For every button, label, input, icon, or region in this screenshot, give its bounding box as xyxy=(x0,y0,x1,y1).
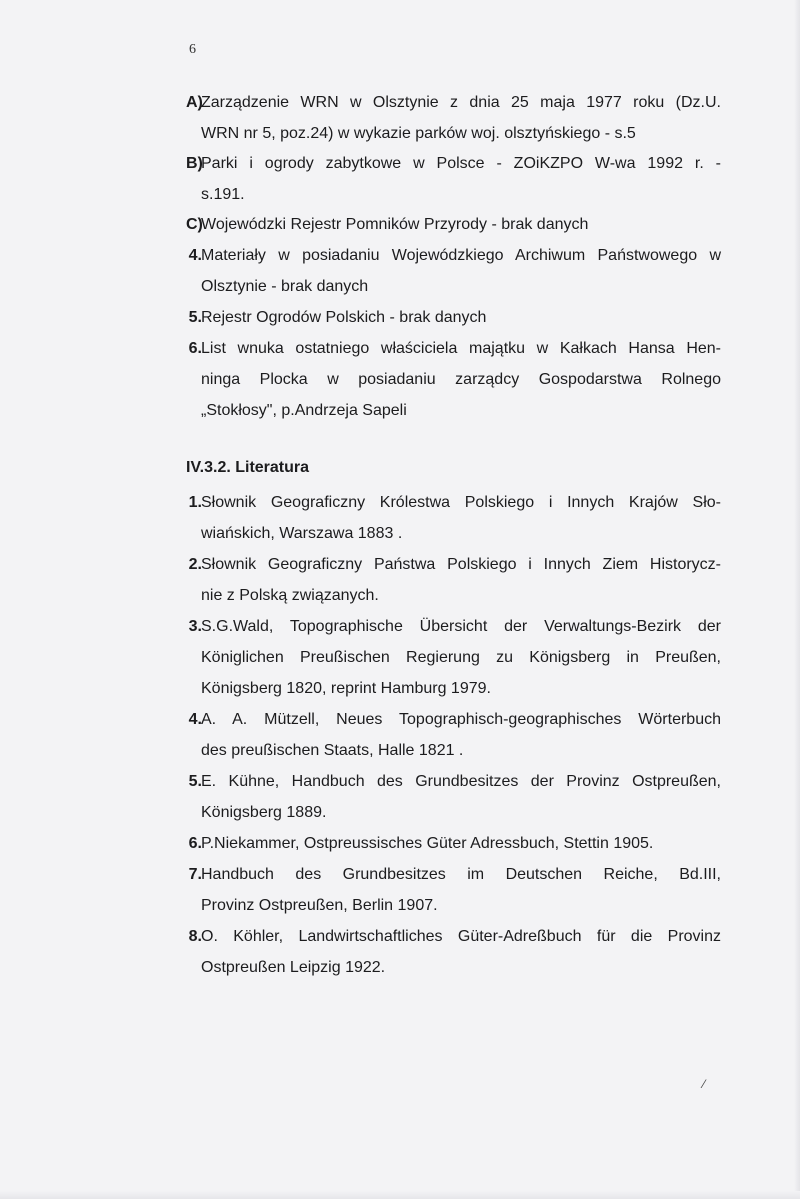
source-marker: C) xyxy=(186,216,203,233)
literature-marker: 8. xyxy=(188,928,202,945)
literature-line: Königlichen Preußischen Regierung zu Königsberg in Preußen, xyxy=(201,649,721,666)
literature-marker: 6. xyxy=(188,835,202,852)
source-marker: 4. xyxy=(188,247,202,264)
literature-marker: 1. xyxy=(188,494,202,511)
literature-line: nie z Polską związanych. xyxy=(201,587,379,604)
literature-line: Słownik Geograficzny Państwa Polskiego i Innych Ziem Historycz- xyxy=(201,556,721,573)
literature-line: P.Niekammer, Ostpreussisches Güter Adressbuch, Stettin 1905. xyxy=(201,835,654,852)
source-line: „Stokłosy", p.Andrzeja Sapeli xyxy=(201,402,407,419)
literature-line: A. A. Mützell, Neues Topographisch-geographisches Wörterbuch xyxy=(201,711,721,728)
literature-line: Königsberg 1889. xyxy=(201,804,327,821)
source-line: Olsztynie - brak danych xyxy=(201,278,369,295)
source-line: s.191. xyxy=(201,186,245,203)
source-line: WRN nr 5, poz.24) w wykazie parków woj. olsztyńskiego - s.5 xyxy=(201,125,636,142)
source-line: Materiały w posiadaniu Wojewódzkiego Archiwum Państwowego w xyxy=(201,247,721,264)
source-line: List wnuka ostatniego właściciela majątku w Kałkach Hansa Hen- xyxy=(201,340,721,357)
source-marker: A) xyxy=(186,94,203,111)
literature-line: O. Köhler, Landwirtschaftliches Güter-Adreßbuch für die Provinz xyxy=(201,928,721,945)
source-marker: 5. xyxy=(188,309,202,326)
literature-line: S.G.Wald, Topographische Übersicht der Verwaltungs-Bezirk der xyxy=(201,618,721,635)
literature-marker: 5. xyxy=(188,773,202,790)
stray-mark: ⁄ xyxy=(703,1077,706,1091)
page-number: 6 xyxy=(189,42,196,57)
page-edge-shadow xyxy=(794,0,800,1199)
literature-line: Ostpreußen Leipzig 1922. xyxy=(201,959,386,976)
literature-line: Handbuch des Grundbesitzes im Deutschen Reiche, Bd.III, xyxy=(201,866,721,883)
source-line: ninga Plocka w posiadaniu zarządcy Gospodarstwa Rolnego xyxy=(201,371,721,388)
literature-marker: 7. xyxy=(188,866,202,883)
literature-heading: IV.3.2. Literatura xyxy=(186,459,310,476)
source-marker: B) xyxy=(186,155,203,172)
source-line: Zarządzenie WRN w Olsztynie z dnia 25 maja 1977 roku (Dz.U. xyxy=(201,94,721,111)
literature-line: Königsberg 1820, reprint Hamburg 1979. xyxy=(201,680,491,697)
literature-line: des preußischen Staats, Halle 1821 . xyxy=(201,742,464,759)
literature-line: Provinz Ostpreußen, Berlin 1907. xyxy=(201,897,438,914)
source-marker: 6. xyxy=(188,340,202,357)
literature-line: wiańskich, Warszawa 1883 . xyxy=(201,525,403,542)
source-line: Wojewódzki Rejestr Pomników Przyrody - brak danych xyxy=(201,216,589,233)
literature-line: Słownik Geograficzny Królestwa Polskiego i Innych Krajów Sło- xyxy=(201,494,721,511)
literature-marker: 2. xyxy=(188,556,202,573)
literature-marker: 3. xyxy=(188,618,202,635)
source-line: Parki i ogrody zabytkowe w Polsce - ZOiKZPO W-wa 1992 r. - xyxy=(201,155,721,172)
literature-marker: 4. xyxy=(188,711,202,728)
page-bottom-edge xyxy=(0,1191,800,1199)
source-line: Rejestr Ogrodów Polskich - brak danych xyxy=(201,309,487,326)
literature-line: E. Kühne, Handbuch des Grundbesitzes der Provinz Ostpreußen, xyxy=(201,773,721,790)
